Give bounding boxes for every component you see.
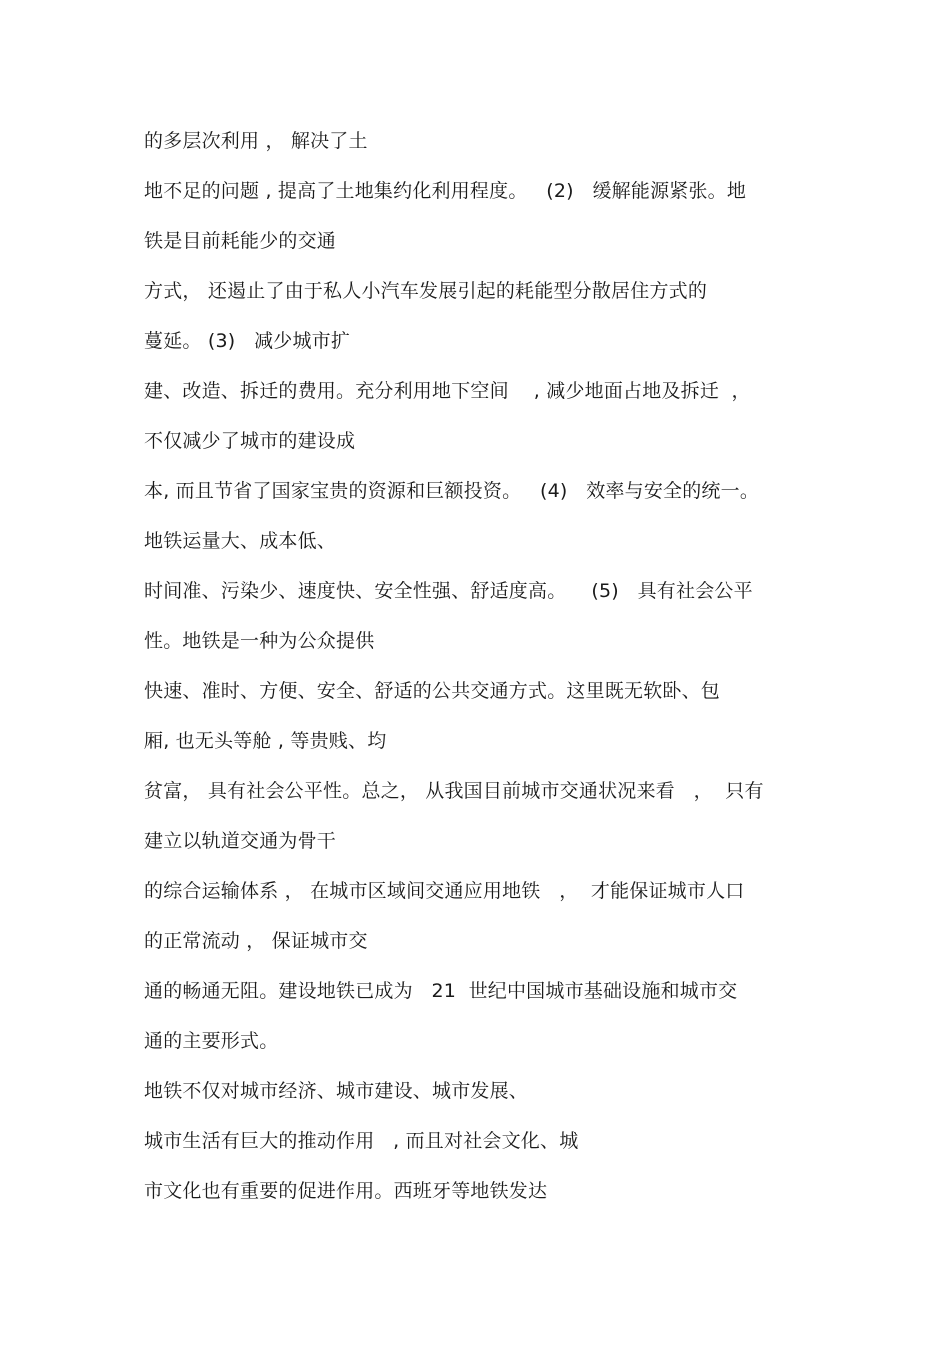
text-line: 建立以轨道交通为骨干 — [144, 830, 337, 852]
text-line: 城市生活有巨大的推动作用 , 而且对社会文化、城 — [144, 1130, 579, 1152]
text-line: 蔓延。 (3) 减少城市扩 — [144, 330, 351, 352]
text-line: 的正常流动 ， 保证城市交 — [144, 930, 368, 952]
text-line: 性。地铁是一种为公众提供 — [144, 630, 375, 652]
text-line: 建、改造、拆迁的费用。充分利用地下空间 , 减少地面占地及拆迁 ， — [144, 380, 751, 402]
text-line: 厢, 也无头等舱 , 等贵贱、均 — [144, 730, 387, 752]
text-line: 市文化也有重要的促进作用。西班牙等地铁发达 — [144, 1180, 548, 1202]
text-line: 的多层次利用 ， 解决了土 — [144, 130, 368, 152]
text-line: 铁是目前耗能少的交通 — [144, 230, 337, 252]
text-line: 快速、准时、方便、安全、舒适的公共交通方式。这里既无软卧、包 — [144, 680, 721, 702]
text-line: 地铁运量大、成本低、 — [144, 530, 337, 552]
text-line: 本, 而且节省了国家宝贵的资源和巨额投资。 (4) 效率与安全的统一。 — [144, 480, 760, 502]
text-line: 不仅减少了城市的建设成 — [144, 430, 356, 452]
text-line: 的综合运输体系 ， 在城市区域间交通应用地铁 ， 才能保证城市人口 — [144, 880, 745, 902]
text-line: 时间准、污染少、速度快、安全性强、舒适度高。 (5) 具有社会公平 — [144, 580, 753, 602]
text-line: 地不足的问题 , 提高了土地集约化利用程度。 (2) 缓解能源紧张。地 — [144, 180, 747, 202]
text-line: 通的主要形式。 — [144, 1030, 279, 1052]
text-line: 通的畅通无阻。建设地铁已成为 21 世纪中国城市基础设施和城市交 — [144, 980, 738, 1002]
text-line: 地铁不仅对城市经济、城市建设、城市发展、 — [144, 1080, 529, 1102]
text-line: 贫富， 具有社会公平性。总之， 从我国目前城市交通状况来看 ， 只有 — [144, 780, 764, 802]
text-line: 方式， 还遏止了由于私人小汽车发展引起的耗能型分散居住方式的 — [144, 280, 708, 302]
